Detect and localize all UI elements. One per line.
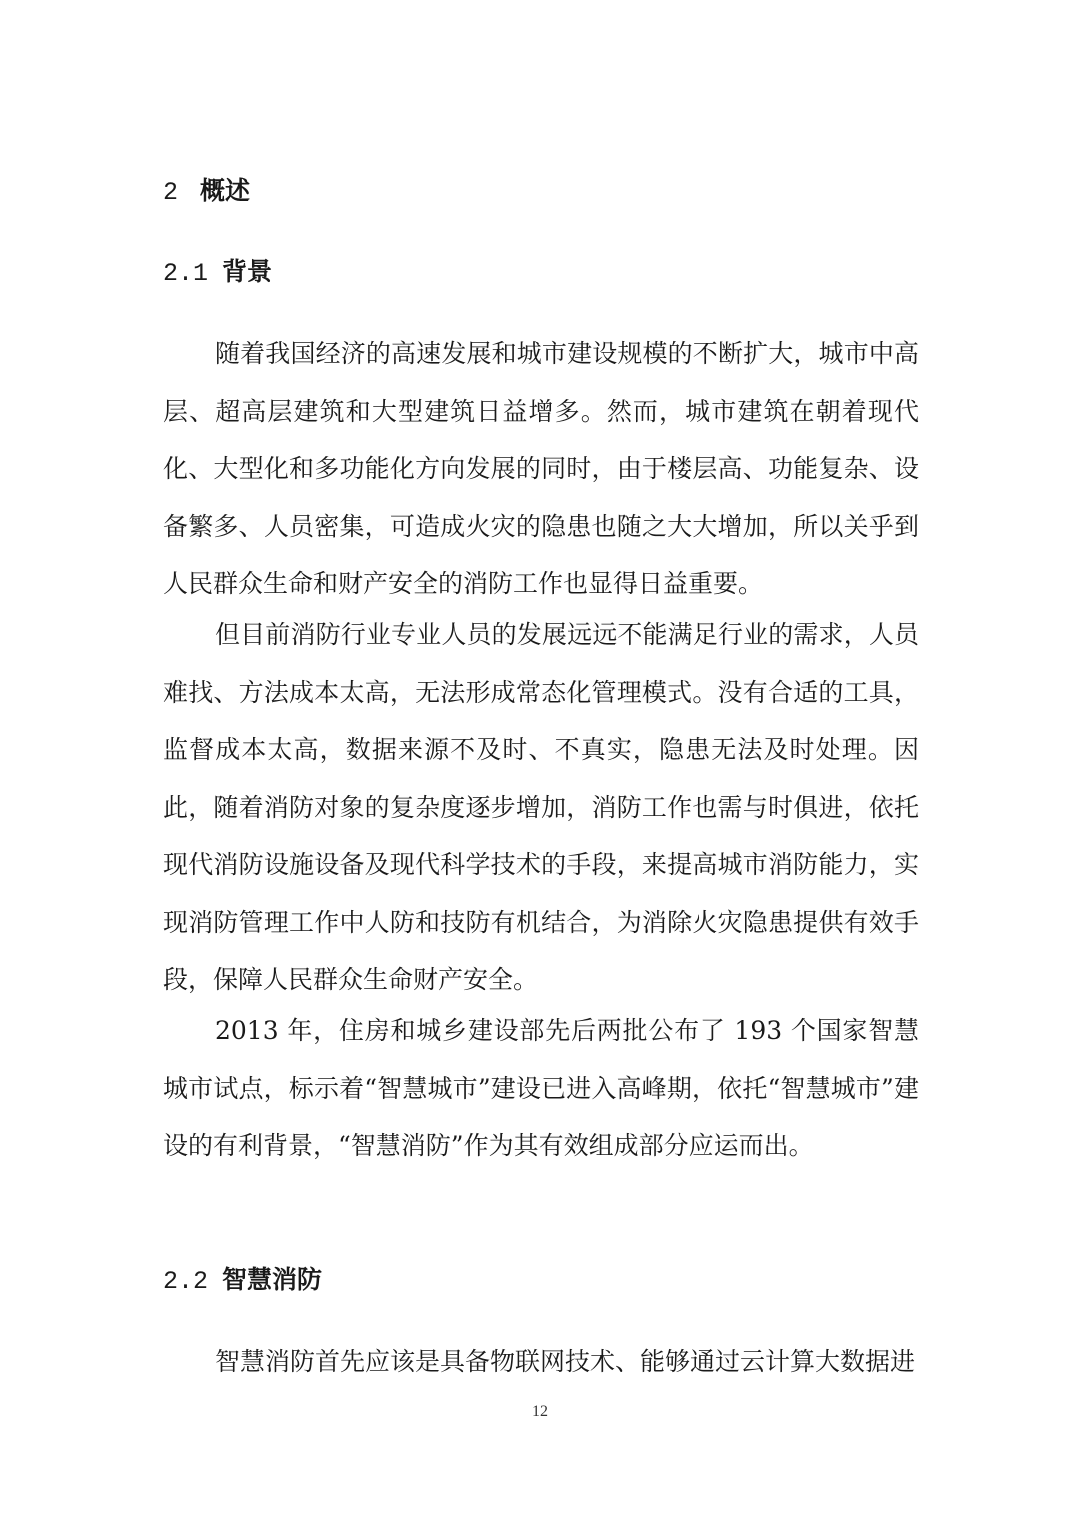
subsection-number: 2.1: [163, 259, 209, 288]
section-number: 2: [163, 178, 179, 207]
paragraph-smart-fire-1: 智慧消防首先应该是具备物联网技术、能够通过云计算大数据进: [215, 1347, 916, 1376]
section-title: 概述: [200, 176, 251, 205]
paragraph-background-1: 随着我国经济的高速发展和城市建设规模的不断扩大，城市中高层、超高层建筑和大型建筑日益增多。然而，城市建筑在朝着现代化、大型化和多功能化方向发展的同时，由于楼层高、功能复杂、设备繁多、人员密集，可造成火灾的隐患也随之大大增加，所以关乎到人民群众生命和财产安全的消防工作也显得日益重要。: [163, 339, 919, 598]
subsection-title: 背景: [222, 257, 273, 286]
subsection-title: 智慧消防: [222, 1265, 323, 1294]
subsection-number: 2.2: [163, 1267, 209, 1296]
page-number: 12: [532, 1403, 548, 1420]
paragraph-background-2: 但目前消防行业专业人员的发展远远不能满足行业的需求，人员难找、方法成本太高，无法形成常态化管理模式。没有合适的工具，监督成本太高，数据来源不及时、不真实，隐患无法及时处理。因此，随着消防对象的复杂度逐步增加，消防工作也需与时俱进，依托现代消防设施设备及现代科学技术的手段，来提高城市消防能力，实现消防管理工作中人防和技防有机结合，为消除火灾隐患提供有效手段，保障人民群众生命财产安全。: [163, 620, 919, 994]
paragraph-background-3: 2013 年，住房和城乡建设部先后两批公布了 193 个国家智慧城市试点，标示着“智慧城市”建设已进入高峰期，依托“智慧城市”建设的有利背景，“智慧消防”作为其有效组成部分应运而出。: [163, 1016, 919, 1160]
subsection-heading-smart-fire: [163, 1265, 322, 1297]
subsection-heading-background: [163, 257, 272, 289]
section-heading: [163, 176, 250, 208]
